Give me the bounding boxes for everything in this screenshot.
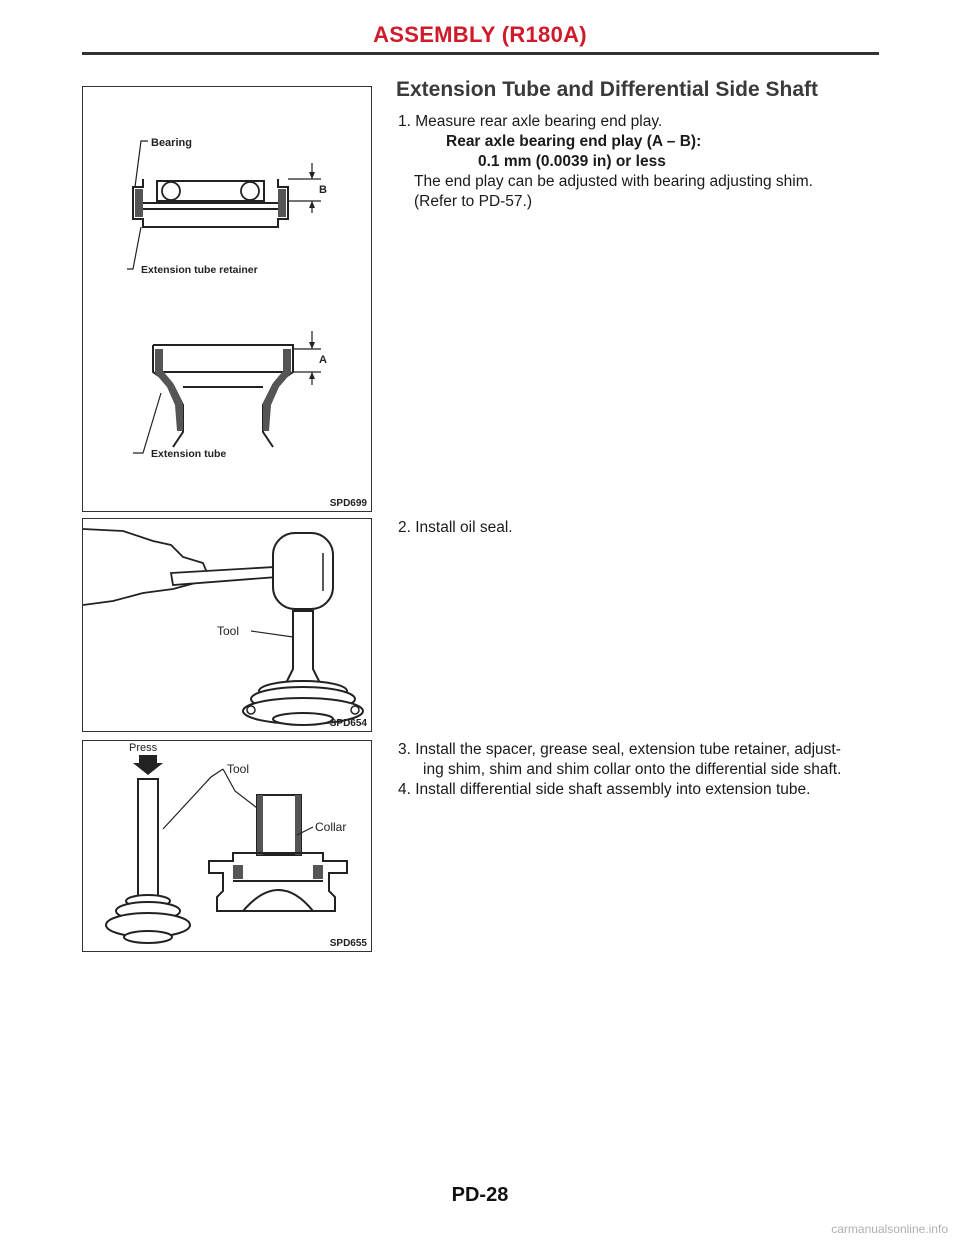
- oil-seal-diagram: [83, 519, 371, 731]
- step-4-text: 4. Install differential side shaft assembly into extension tube.: [398, 781, 811, 798]
- step-1-text: 1. Measure rear axle bearing end play.: [398, 113, 663, 130]
- figure-code: SPD655: [329, 938, 367, 949]
- watermark: carmanualsonline.info: [831, 1222, 948, 1236]
- figure-code: SPD699: [329, 498, 367, 509]
- label-tool: Tool: [217, 624, 240, 638]
- step-3: [398, 740, 878, 800]
- figure-install-spacer: [82, 740, 372, 952]
- step-1-spec-label: Rear axle bearing end play (A – B):: [446, 133, 702, 150]
- bearing-end-play-diagram: [83, 87, 371, 511]
- step-3-text-line1: 3. Install the spacer, grease seal, extension tube retainer, adjust-: [398, 741, 841, 758]
- page-number: PD-28: [451, 1184, 509, 1206]
- step-2: [398, 518, 513, 538]
- page-header: [0, 22, 960, 48]
- figure-install-oil-seal: [82, 518, 372, 732]
- step-1-note: The end play can be adjusted with bearing adjusting shim.: [414, 173, 813, 190]
- figure-code: SPD654: [329, 718, 367, 729]
- label-press: Press: [129, 742, 158, 754]
- label-bearing: Bearing: [151, 137, 192, 149]
- header-rule: [82, 52, 879, 55]
- step-3-text-line2: ing shim, shim and shim collar onto the differential side shaft.: [423, 761, 842, 778]
- section-title: Extension Tube and Differential Side Shaft: [396, 78, 818, 101]
- step-1: [398, 112, 878, 212]
- step-2-text: 2. Install oil seal.: [398, 519, 513, 536]
- step-1-reference: (Refer to PD-57.): [414, 193, 533, 210]
- figure-bearing-end-play: [82, 86, 372, 512]
- spacer-install-diagram: [83, 741, 371, 951]
- label-extension-tube: Extension tube: [151, 448, 227, 460]
- label-collar: Collar: [315, 820, 347, 834]
- label-a: A: [319, 354, 327, 366]
- label-tool: Tool: [227, 762, 250, 776]
- step-1-spec-value: 0.1 mm (0.0039 in) or less: [478, 153, 666, 170]
- header-title: ASSEMBLY (R180A): [373, 22, 587, 47]
- label-extension-tube-retainer: Extension tube retainer: [141, 264, 258, 276]
- label-b: B: [319, 184, 327, 196]
